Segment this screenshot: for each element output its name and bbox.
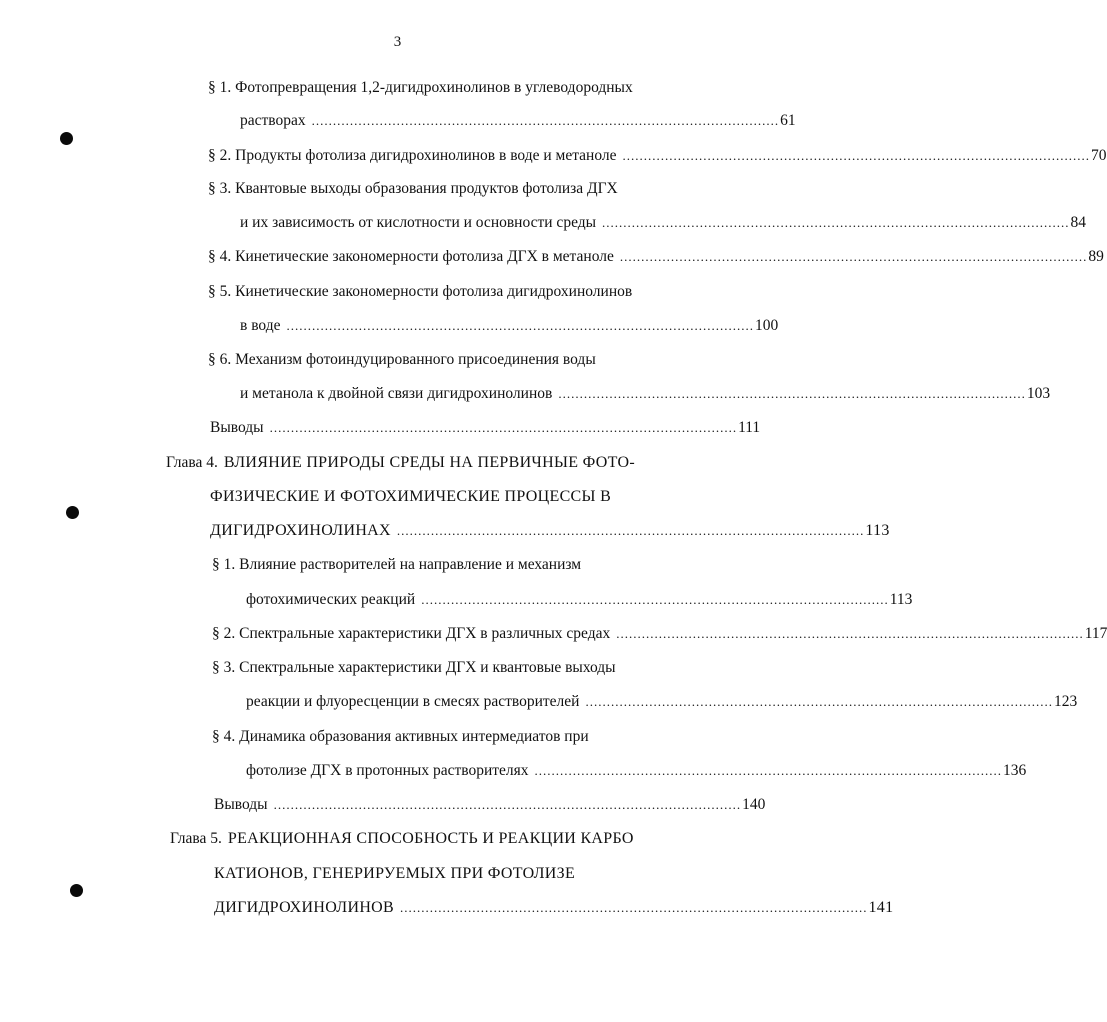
toc-entry-title: § 1. Фотопревращения 1,2-дигидрохинолинов в углеводородных: [208, 79, 633, 96]
toc-entry: [208, 146, 1107, 166]
toc-entry-title: и их зависимость от кислотности и основности среды: [240, 214, 597, 231]
toc-entry-title: § 4. Кинетические закономерности фотолиза ДГХ в метаноле: [208, 248, 614, 265]
toc-entry: [212, 727, 589, 747]
toc-entry-title: § 2. Продукты фотолиза дигидрохинолинов в воде и метаноле: [208, 147, 617, 164]
leader-dots: ..............................................................................................................: [286, 318, 754, 333]
toc-entry-title: фотохимических реакций: [246, 591, 416, 608]
chapter-heading: [170, 829, 634, 849]
leader-dots: ..............................................................................................................: [311, 113, 780, 128]
page-ref: 70: [1091, 147, 1107, 164]
leader-dots: ..............................................................................................................: [619, 249, 1088, 264]
toc-entry: [214, 898, 894, 918]
page-ref: 140: [742, 796, 766, 813]
toc-entry: [246, 590, 913, 610]
page-ref: 123: [1053, 693, 1078, 710]
toc-entry: [240, 213, 1087, 233]
page-ref: 100: [754, 317, 779, 334]
toc-entry: [246, 761, 1027, 781]
toc-entry: [240, 316, 779, 336]
leader-dots: ..............................................................................................................: [534, 763, 1003, 778]
chapter-title: КАТИОНОВ, ГЕНЕРИРУЕМЫХ ПРИ ФОТОЛИЗЕ: [214, 865, 576, 882]
toc-entry-title: Выводы: [214, 796, 268, 813]
page-ref: 113: [865, 522, 890, 539]
page-ref: 84: [1070, 214, 1087, 231]
toc-entry: [212, 624, 1107, 644]
chapter-title: ВЛИЯНИЕ ПРИРОДЫ СРЕДЫ НА ПЕРВИЧНЫЕ ФОТО-: [223, 454, 635, 471]
page-ref: 89: [1088, 248, 1104, 265]
page-ref: 103: [1026, 385, 1051, 402]
toc-entry-title: § 6. Механизм фотоиндуцированного присоединения воды: [208, 351, 596, 368]
page-ref: 141: [868, 899, 894, 916]
chapter-label: Глава 4.: [166, 454, 218, 471]
toc-entry: [208, 78, 633, 98]
chapter-title: РЕАКЦИОННАЯ СПОСОБНОСТЬ И РЕАКЦИИ КАРБО: [227, 830, 634, 847]
leader-dots: ..............................................................................................................: [400, 900, 868, 915]
toc-entry: [208, 179, 618, 199]
page-ref: 136: [1003, 762, 1027, 779]
leader-dots: ..............................................................................................................: [558, 386, 1026, 401]
punch-hole-mark: [70, 884, 83, 897]
toc-entry-title: растворах: [240, 112, 306, 129]
chapter-title: ДИГИДРОХИНОЛИНАХ: [210, 522, 391, 539]
chapter-title: ФИЗИЧЕСКИЕ И ФОТОХИМИЧЕСКИЕ ПРОЦЕССЫ В: [210, 488, 612, 505]
punch-hole-mark: [60, 132, 73, 145]
toc-entry-title: § 1. Влияние растворителей на направление и механизм: [212, 556, 582, 573]
page-ref: 111: [738, 419, 761, 436]
toc-entry: [210, 418, 761, 438]
toc-entry-title: § 2. Спектральные характеристики ДГХ в различных средах: [212, 625, 611, 642]
toc-entry: [208, 282, 632, 302]
leader-dots: ..............................................................................................................: [616, 626, 1084, 641]
toc-entry: [240, 111, 796, 131]
toc-entry-title: реакции и флуоресценции в смесях растворителей: [246, 693, 580, 710]
page-ref: 113: [889, 591, 913, 608]
toc-entry-title: и метанола к двойной связи дигидрохинолинов: [240, 385, 553, 402]
toc-entry: [210, 521, 890, 541]
toc-entry-title: § 5. Кинетические закономерности фотолиза дигидрохинолинов: [208, 283, 633, 300]
leader-dots: ..............................................................................................................: [602, 215, 1070, 230]
toc-entry-title: Выводы: [210, 419, 264, 436]
leader-dots: ..............................................................................................................: [269, 420, 738, 435]
toc-entry-title: § 3. Спектральные характеристики ДГХ и квантовые выходы: [212, 659, 616, 676]
leader-dots: ..............................................................................................................: [396, 523, 865, 538]
toc-entry-title: фотолизе ДГХ в протонных растворителях: [246, 762, 529, 779]
chapter-heading: [214, 864, 575, 884]
toc-entry: [208, 350, 596, 370]
leader-dots: ..............................................................................................................: [622, 148, 1091, 163]
toc-entry: [212, 555, 581, 575]
punch-hole-mark: [66, 506, 79, 519]
toc-entry-title: § 4. Динамика образования активных интермедиатов при: [212, 728, 589, 745]
chapter-heading: [166, 453, 635, 473]
chapter-title: ДИГИДРОХИНОЛИНОВ: [214, 899, 394, 916]
toc-entry: [208, 247, 1104, 267]
page-number: 3: [393, 34, 402, 50]
leader-dots: ..............................................................................................................: [273, 797, 742, 812]
toc-entry: [212, 658, 616, 678]
leader-dots: ..............................................................................................................: [421, 592, 889, 607]
chapter-heading: [210, 487, 611, 507]
toc-entry: [240, 384, 1051, 404]
toc-entry: [214, 795, 766, 815]
toc-entry: [246, 692, 1078, 712]
page-ref: 117: [1084, 625, 1107, 642]
chapter-label: Глава 5.: [170, 830, 222, 847]
toc-entry-title: § 3. Квантовые выходы образования продуктов фотолиза ДГХ: [208, 180, 618, 197]
leader-dots: ..............................................................................................................: [585, 694, 1053, 709]
page-ref: 61: [780, 112, 796, 129]
toc-entry-title: в воде: [240, 317, 281, 334]
